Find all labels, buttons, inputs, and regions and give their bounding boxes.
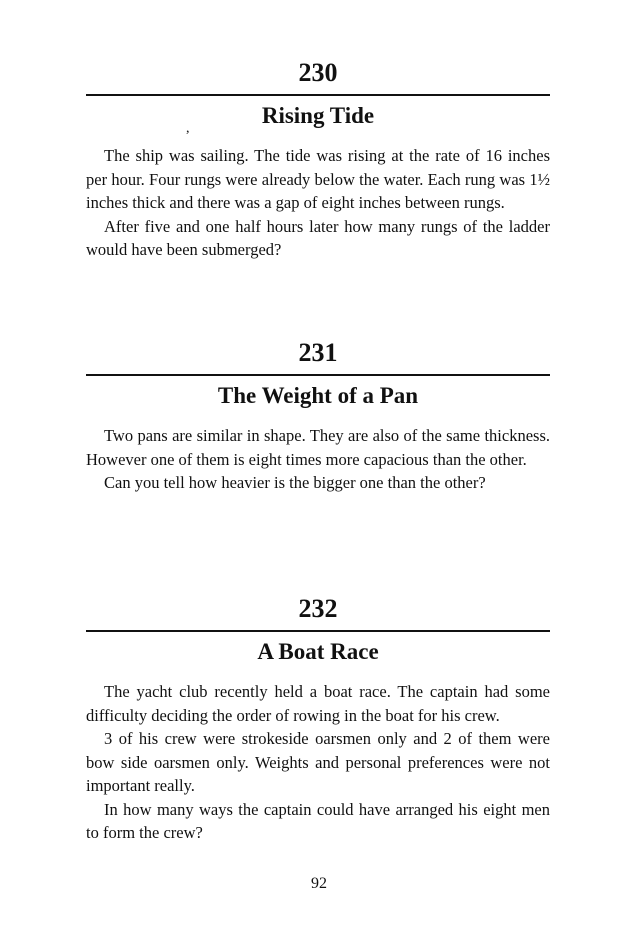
divider-rule (86, 630, 550, 632)
problem-body (86, 424, 550, 495)
problem-paragraph: In how many ways the captain could have arranged his eight men to form the crew? (86, 799, 550, 842)
page-number: 92 (311, 875, 327, 892)
problem-paragraph: The ship was sailing. The tide was rising at the rate of 16 inches per hour. Four rungs were already below the water. Each rung was 1½ inches thick and there was a gap of eight inches between rungs. (86, 146, 550, 212)
problem-body (86, 680, 550, 845)
problem-number: 231 (298, 338, 338, 367)
problem-title: A Boat Race (257, 639, 379, 664)
problem-paragraph: After five and one half hours later how many rungs of the ladder would have been submerged? (86, 216, 550, 259)
problem-body (86, 144, 550, 262)
problem-title: Rising Tide (261, 103, 375, 128)
problem-232 (86, 594, 550, 845)
problem-title: The Weight of a Pan (217, 383, 419, 408)
stray-mark: , (186, 121, 190, 136)
problem-number: 230 (298, 58, 338, 87)
problem-paragraph: Two pans are similar in shape. They are also of the same thickness. However one of them is eight times more capacious than the other. (86, 426, 550, 469)
problem-paragraph: The yacht club recently held a boat race. The captain had some difficulty deciding the order of rowing in the boat for his crew. (86, 682, 550, 725)
problem-231 (86, 338, 550, 495)
divider-rule (86, 374, 550, 376)
problem-paragraph: 3 of his crew were strokeside oarsmen only and 2 of them were bow side oarsmen only. Weights and personal preferences were not important really. (86, 729, 550, 795)
problem-230 (86, 58, 550, 262)
divider-rule (86, 94, 550, 96)
problem-number: 232 (298, 594, 338, 623)
problem-paragraph: Can you tell how heavier is the bigger one than the other? (104, 473, 486, 492)
